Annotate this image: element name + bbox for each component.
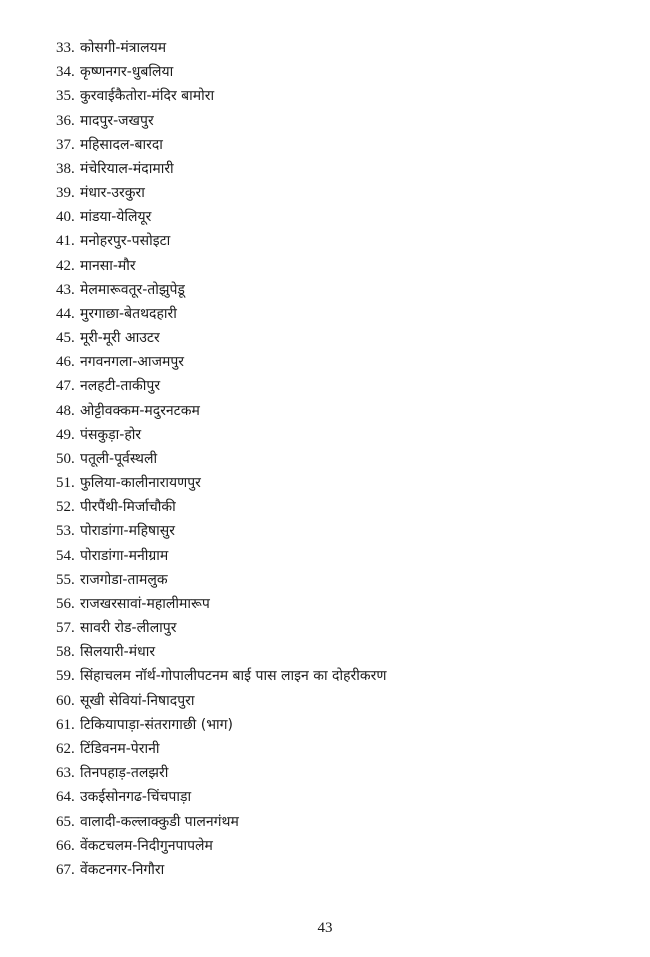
list-item [56, 810, 386, 834]
list-item [56, 640, 386, 664]
item-text: सावरी रोड-लीलापुर [80, 620, 177, 637]
item-text: टिकियापाड़ा-संतरागाछी (भाग) [80, 716, 234, 733]
item-text: कृष्णनगर-धुबलिया [80, 64, 174, 81]
item-number: 58. [56, 644, 75, 661]
list-item [56, 544, 386, 568]
item-text: नलहटी-ताकीपुर [80, 378, 161, 395]
item-text: सिलयारी-मंधार [80, 644, 156, 661]
item-number: 44. [56, 305, 75, 322]
list-item [56, 471, 386, 495]
item-number: 62. [56, 740, 75, 757]
item-number: 51. [56, 475, 75, 492]
list-item [56, 229, 386, 253]
item-number: 33. [56, 40, 75, 56]
list-item [56, 495, 386, 519]
list-item [56, 592, 386, 616]
item-text: तिनपहाड़-तलझरी [80, 765, 169, 782]
item-text: नगवनगला-आजमपुर [80, 354, 185, 371]
item-number: 37. [56, 136, 75, 153]
list-item [56, 568, 386, 592]
item-number: 40. [56, 209, 75, 226]
item-number: 65. [56, 813, 75, 830]
list-item [56, 447, 386, 471]
item-number: 35. [56, 88, 75, 105]
list-item [56, 689, 386, 713]
item-text: राजगोडा-तामलुक [80, 571, 168, 588]
list-item [56, 737, 386, 761]
list-item [56, 157, 386, 181]
item-text: मेलमारूवतूर-तोझुपेडू [80, 281, 185, 298]
item-text: उकईसोनगढ-चिंचपाड़ा [80, 789, 192, 806]
item-text: वालादी-कल्लाक्कुडी पालनगंथम [80, 813, 239, 830]
item-number: 53. [56, 523, 75, 540]
item-text: वेंकटचलम-निदीगुनपापलेम [80, 837, 213, 854]
list-item [56, 616, 386, 640]
list-item [56, 84, 386, 108]
item-number: 60. [56, 692, 75, 709]
list-item [56, 423, 386, 447]
item-text: राजखरसावां-महालीमारूप [80, 595, 210, 612]
item-number: 63. [56, 765, 75, 782]
item-text: पंसकुड़ा-होर [80, 426, 142, 443]
list-item [56, 326, 386, 350]
item-number: 43. [56, 281, 75, 298]
item-text: मानसा-मौर [80, 257, 136, 274]
item-number: 49. [56, 426, 75, 443]
list-item [56, 374, 386, 398]
list-item [56, 834, 386, 858]
list-item [56, 205, 386, 229]
list-item [56, 664, 386, 688]
item-number: 54. [56, 547, 75, 564]
list-item [56, 181, 386, 205]
item-number: 34. [56, 64, 75, 81]
list-item [56, 36, 386, 60]
item-number: 67. [56, 861, 75, 878]
item-text: मूरी-मूरी आउटर [80, 330, 160, 347]
list-item [56, 133, 386, 157]
item-text: पोराडांगा-मनीग्राम [80, 547, 169, 564]
item-number: 45. [56, 330, 75, 347]
item-text: महिसादल-बारदा [80, 136, 163, 153]
item-text: टिंडिवनम-पेरानी [80, 740, 160, 757]
item-number: 50. [56, 450, 75, 467]
item-text: सिंहाचलम नॉर्थ-गोपालीपटनम बाई पास लाइन का दोहरीकरण [80, 668, 387, 685]
list-item [56, 278, 386, 302]
item-number: 55. [56, 571, 75, 588]
list-item [56, 254, 386, 278]
item-text: सूखी सेवियां-निषादपुरा [80, 692, 195, 709]
page-number: 43 [317, 920, 333, 936]
list-item [56, 761, 386, 785]
item-number: 64. [56, 789, 75, 806]
item-text: ओट्टीवक्कम-मदुरनटकम [80, 402, 200, 419]
item-number: 61. [56, 716, 75, 733]
item-number: 57. [56, 620, 75, 637]
item-number: 59. [56, 668, 75, 685]
list-item [56, 858, 386, 882]
list-item [56, 350, 386, 374]
list-item [56, 785, 386, 809]
item-number: 36. [56, 112, 75, 129]
item-text: फुलिया-कालीनारायणपुर [80, 475, 201, 492]
item-text: कोसगी-मंत्रालयम [80, 40, 167, 56]
item-text: मंधार-उरकुरा [80, 185, 145, 202]
item-number: 48. [56, 402, 75, 419]
item-text: मांडया-येलियूर [80, 209, 152, 226]
list-item [56, 60, 386, 84]
list-item [56, 399, 386, 423]
item-text: पतूली-पूर्वस्थली [80, 450, 158, 467]
item-number: 39. [56, 185, 75, 202]
item-number: 66. [56, 837, 75, 854]
item-number: 38. [56, 160, 75, 177]
list-item [56, 519, 386, 543]
item-text: मंचेरियाल-मंदामारी [80, 160, 174, 177]
item-text: मनोहरपुर-पसोइटा [80, 233, 171, 250]
item-text: मुरगाछा-बेतथदहारी [80, 305, 177, 322]
item-text: पीरपैंथी-मिर्जाचौकी [80, 499, 176, 516]
item-text: वेंकटनगर-निगौरा [80, 861, 165, 878]
item-number: 46. [56, 354, 75, 371]
item-number: 56. [56, 595, 75, 612]
item-number: 42. [56, 257, 75, 274]
item-text: पोराडांगा-महिषासुर [80, 523, 175, 540]
item-text: कुरवाईकैतोरा-मंदिर बामोरा [80, 88, 215, 105]
item-text: मादपुर-जखपुर [80, 112, 154, 129]
item-number: 41. [56, 233, 75, 250]
list-item [56, 302, 386, 326]
railway-project-list [56, 36, 386, 882]
item-number: 47. [56, 378, 75, 395]
list-item [56, 713, 386, 737]
list-item [56, 109, 386, 133]
item-number: 52. [56, 499, 75, 516]
